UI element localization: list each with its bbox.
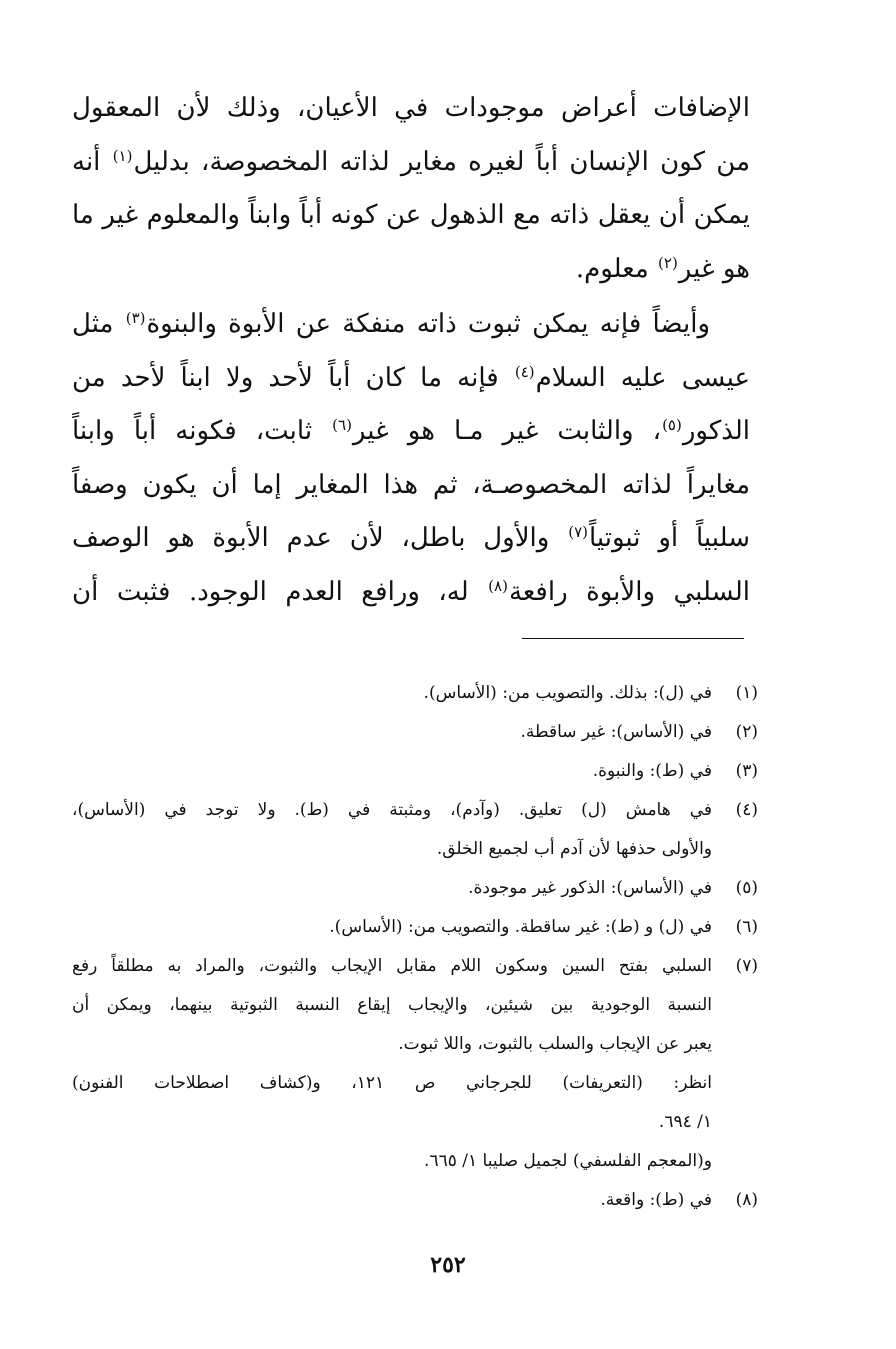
- paragraph-2: [72, 298, 750, 352]
- text-line: مغايراً لذاته المخصوصـة، ثم هذا المغاير إما أن يكون وصفاً: [72, 469, 750, 500]
- text-fragment: مثل: [72, 309, 125, 339]
- paragraph-1-line-4: [72, 243, 750, 297]
- footnote-ref: (٣): [125, 309, 146, 327]
- footnote-text: [72, 869, 712, 908]
- text-fragment: معلوم.: [575, 253, 658, 284]
- paragraph-2-line-6: [72, 566, 750, 620]
- footnote-ref: (٤): [514, 362, 535, 381]
- footnote-number: (٦): [735, 917, 758, 937]
- footnote-ref: (٥): [662, 416, 682, 434]
- footnote-line: في (ل) و (ط): غير ساقطة. والتصويب من: (الأساس).: [329, 917, 712, 937]
- footnote-text: [72, 713, 712, 752]
- footnote-text: [72, 674, 712, 713]
- footnote-number: (٣): [735, 761, 758, 781]
- footnote-item: [72, 791, 758, 869]
- footnote-ref: (٧): [568, 523, 588, 541]
- footnote-text: [72, 752, 712, 791]
- text-line: السلبي والأبوة رافعة: [508, 576, 750, 607]
- text-line: الإضافات أعراض موجودات في الأعيان، وذلك لأن المعقول: [72, 93, 750, 123]
- paragraph-2-line-2: [72, 352, 750, 406]
- footnote-number: (٤): [735, 800, 758, 820]
- footnote-line: في (الأساس): الذكور غير موجودة.: [468, 878, 712, 898]
- footnote-item: [72, 869, 758, 908]
- text-fragment: والأول باطل، لأن عدم الأبوة هو الوصف: [72, 523, 568, 553]
- footnote-number: (٧): [735, 956, 758, 976]
- text-fragment: ثابت، فكونه أباً وابناً: [72, 416, 332, 446]
- footnotes: [72, 674, 758, 1220]
- text-line: سلبياً أو ثبوتياً: [588, 523, 750, 553]
- text-line: يمكن أن يعقل ذاته مع الذهول عن كونه أباً وابناً والمعلوم غير ما: [72, 200, 750, 230]
- footnote-line: السلبي بفتح السين وسكون اللام مقابل الإيجاب والثبوت، والمراد به مطلقاً رفع: [72, 956, 712, 976]
- paragraph-1: [72, 82, 750, 136]
- footnote-text: [72, 947, 712, 1181]
- footnote-item: [72, 713, 758, 752]
- footnote-item: [72, 674, 758, 713]
- footnote-item: [72, 947, 758, 1181]
- footnote-text: [72, 908, 712, 947]
- footnote-number: (٨): [735, 1190, 758, 1210]
- paragraph-1-line-3: [72, 189, 750, 243]
- footnote-ref: (٨): [488, 576, 508, 595]
- text-fragment: فإنه ما كان أباً لأحد ولا ابناً لأحد من: [72, 362, 514, 393]
- footnote-item: [72, 752, 758, 791]
- footnote-line: والأولى حذفها لأن آدم أب لجميع الخلق.: [436, 839, 712, 859]
- footnote-line: في (الأساس): غير ساقطة.: [520, 722, 712, 742]
- page-number: ٢٥٢: [430, 1252, 466, 1278]
- footnote-ref: (٢): [658, 253, 678, 272]
- main-text: [72, 82, 750, 619]
- paragraph-2-line-3: [72, 405, 750, 459]
- text-line: عيسى عليه السلام: [535, 362, 750, 393]
- footnote-line: و(المعجم الفلسفي) لجميل صليبا ١/ ٦٦٥.: [424, 1151, 712, 1171]
- footnote-ref: (٦): [332, 416, 352, 434]
- footnote-number: (١): [735, 683, 758, 703]
- text-fragment: له، ورافع العدم الوجود. فثبت أن: [72, 576, 488, 607]
- footnote-ref: (١): [112, 146, 133, 165]
- paragraph-2-line-4: [72, 459, 750, 513]
- text-line: الذكور: [682, 416, 751, 446]
- footnote-separator: [522, 638, 744, 639]
- text-line: هو غير: [678, 253, 750, 284]
- footnote-item: [72, 908, 758, 947]
- paragraph-1-line-2: [72, 136, 750, 190]
- footnote-item: [72, 1181, 758, 1220]
- text-fragment: ، والثابت غير مـا هو غير: [352, 416, 662, 446]
- paragraph-2-line-5: [72, 512, 750, 566]
- text-fragment: أنه: [72, 146, 112, 177]
- footnote-line: في (ط): والنبوة.: [592, 761, 712, 781]
- footnote-text: [72, 791, 712, 869]
- text-line: من كون الإنسان أباً لغيره مغاير لذاته المخصوصة، بدليل: [133, 146, 750, 177]
- footnote-line: في (ل): بذلك. والتصويب من: (الأساس).: [423, 683, 712, 703]
- text-line: وأيضاً فإنه يمكن ثبوت ذاته منفكة عن الأبوة والبنوة: [146, 309, 710, 339]
- footnote-line: انظر: (التعريفات) للجرجاني ص ١٢١، و(كشاف اصطلاحات الفنون): [72, 1073, 712, 1093]
- footnote-number: (٢): [735, 722, 758, 742]
- footnote-text: [72, 1181, 712, 1220]
- footnote-line: في (ط): واقعة.: [600, 1190, 712, 1210]
- footnote-number: (٥): [735, 878, 758, 898]
- footnote-line: في هامش (ل) تعليق. (وآدم)، ومثبتة في (ط). ولا توجد في (الأساس)،: [72, 800, 712, 820]
- footnote-line: يعبر عن الإيجاب والسلب بالثبوت، واللا ثبوت.: [398, 1034, 712, 1054]
- footnote-line: النسبة الوجودية بين شيئين، والإيجاب إيقاع النسبة الثبوتية بينهما، ويمكن أن: [72, 995, 712, 1015]
- footnote-line: ١/ ٦٩٤.: [658, 1112, 712, 1132]
